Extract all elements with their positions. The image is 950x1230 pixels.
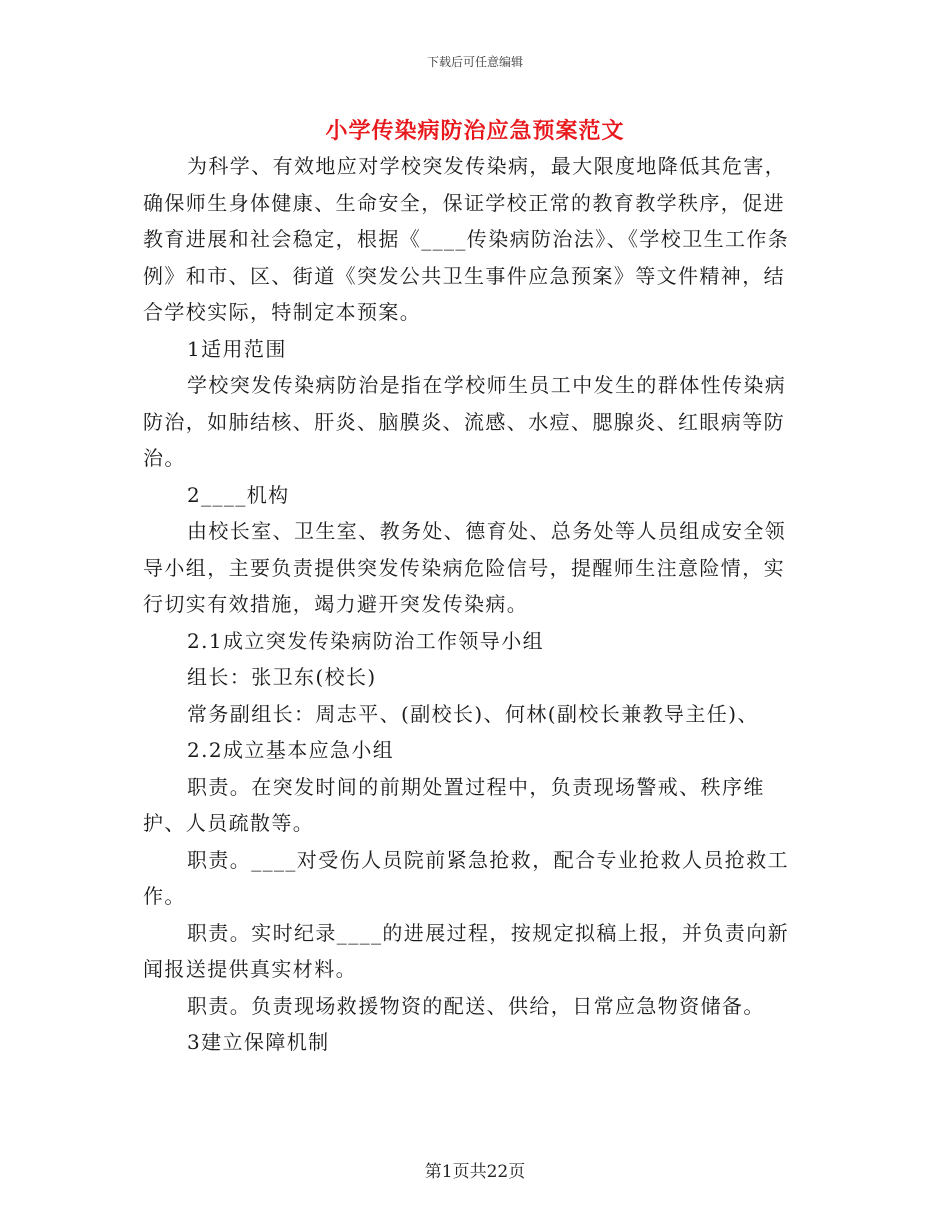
paragraph-scope: 学校突发传染病防治是指在学校师生员工中发生的群体性传染病防治，如肺结核、肝炎、脑膜炎、流感、水痘、腮腺炎、红眼病等防治。 xyxy=(143,373,787,470)
paragraph-deputy-leader: 常务副组长：周志平、(副校长)、何林(副校长兼教导主任)、 xyxy=(187,701,759,726)
subsection-heading-leading-group: 2.1成立突发传染病防治工作领导小组 xyxy=(187,628,545,653)
section-heading-scope: 1适用范围 xyxy=(187,336,287,361)
section-heading-mechanism: 3建立保障机制 xyxy=(187,1030,330,1054)
subsection-heading-emergency-group: 2.2成立基本应急小组 xyxy=(187,738,395,762)
paragraph-duty-security: 职责。在突发时间的前期处置过程中，负责现场警戒、秩序维护、人员疏散等。 xyxy=(143,774,765,835)
paragraph-duty-record: 职责。实时纪录____的进展过程，按规定拟稿上报，并负责向新闻报送提供真实材料。 xyxy=(143,920,789,981)
document-title: 小学传染病防治应急预案范文 xyxy=(325,118,625,144)
paragraph-intro: 为科学、有效地应对学校突发传染病，最大限度地降低其危害，确保师生身体健康、生命安全，保证学校正常的教育教学秩序，促进教育进展和社会稳定，根据《____传染病防治法》、《学校卫生工作条例》和市、区、街道《突发公共卫生事件应急预案》等文件精神，结合学校实际，特制定本预案。 xyxy=(143,154,790,324)
section-heading-organization: 2____机构 xyxy=(187,482,290,507)
paragraph-organization: 由校长室、卫生室、教务处、德育处、总务处等人员组成安全领导小组，主要负责提供突发传染病危险信号，提醒师生注意险情，实行切实有效措施，竭力避开突发传染病。 xyxy=(143,519,787,616)
paragraph-duty-rescue: 职责。____对受伤人员院前紧急抢救，配合专业抢救人员抢救工作。 xyxy=(143,847,789,908)
page-number: 第1页共22页 xyxy=(424,1162,526,1182)
paragraph-group-leader: 组长：张卫东(校长) xyxy=(187,665,377,689)
page-header-note: 下载后可任意编辑 xyxy=(426,55,523,69)
paragraph-duty-supplies: 职责。负责现场救援物资的配送、供给，日常应急物资储备。 xyxy=(187,993,765,1018)
document-body xyxy=(143,148,805,1061)
